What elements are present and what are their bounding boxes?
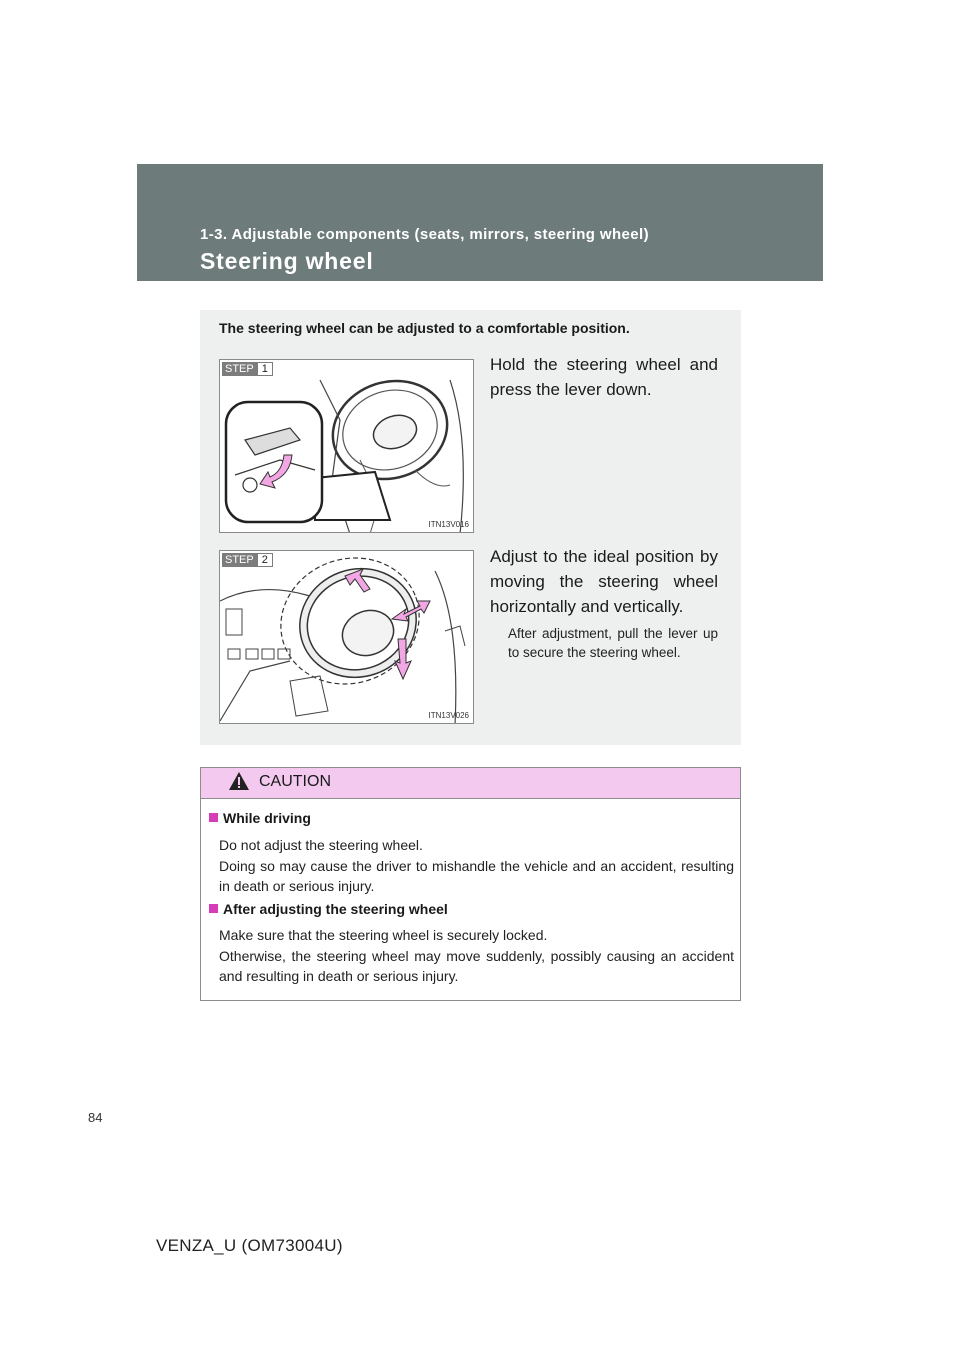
caution-line: Doing so may cause the driver to mishandle the vehicle and an accident, resulting in death or serious injury. — [219, 857, 734, 894]
page-title: Steering wheel — [200, 248, 374, 274]
illustration-code: ITN13V026 — [428, 711, 469, 720]
step-1-illustration — [219, 359, 474, 533]
bullet-square-icon — [209, 813, 218, 822]
step-badge-label: STEP — [222, 362, 257, 376]
caution-body-while-driving — [219, 835, 734, 897]
section-label: 1-3. Adjustable components (seats, mirrors, steering wheel) — [200, 226, 649, 243]
intro-text: The steering wheel can be adjusted to a comfortable position. — [219, 320, 630, 336]
caution-heading-text: While driving — [223, 810, 311, 826]
footer-manual-code: VENZA_U (OM73004U) — [156, 1236, 343, 1255]
lever-illustration — [220, 360, 474, 533]
page-number: 84 — [88, 1110, 103, 1125]
step-badge-label: STEP — [222, 553, 257, 567]
caution-line: Otherwise, the steering wheel may move suddenly, possibly causing an accident and resulting in death or serious injury. — [219, 947, 734, 984]
step-1-badge — [222, 362, 273, 376]
step-2-illustration — [219, 550, 474, 724]
step-2-note: After adjustment, pull the lever up to secure the steering wheel. — [508, 626, 718, 660]
caution-heading-text: After adjusting the steering wheel — [223, 901, 448, 917]
step-2-badge — [222, 553, 273, 567]
caution-heading-while-driving — [209, 810, 311, 826]
caution-line: Do not adjust the steering wheel. — [219, 837, 423, 853]
bullet-square-icon — [209, 904, 218, 913]
step-2-text: Adjust to the ideal position by moving the steering wheel horizontally and vertically. — [490, 547, 718, 616]
caution-title: CAUTION — [259, 773, 331, 790]
steering-adjust-illustration — [220, 551, 474, 724]
step-badge-number: 1 — [257, 362, 273, 376]
illustration-code: ITN13V016 — [428, 520, 469, 529]
caution-heading-after-adjusting — [209, 901, 448, 917]
caution-line: Make sure that the steering wheel is securely locked. — [219, 927, 548, 943]
caution-body-after-adjusting — [219, 925, 734, 987]
warning-triangle-icon — [228, 771, 250, 791]
step-badge-number: 2 — [257, 553, 273, 567]
step-1-text: Hold the steering wheel and press the lever down. — [490, 355, 718, 399]
